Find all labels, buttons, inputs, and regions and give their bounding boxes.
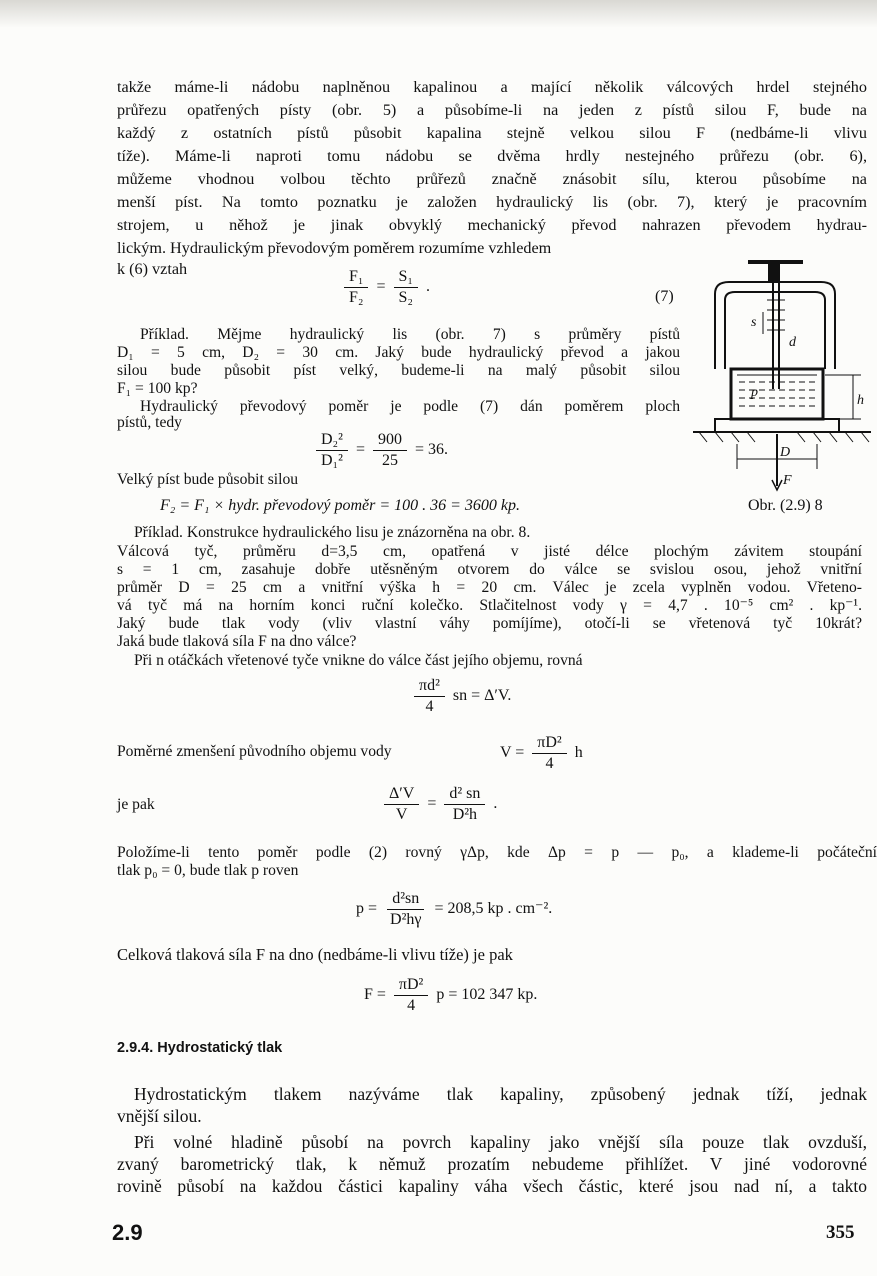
label-h: h: [857, 393, 864, 408]
text-line: Celková tlaková síla F na dno (nedbáme-li vlivu tíže) je pak: [117, 945, 513, 964]
text-line: rovině působí na každou částici kapaliny váha všech částic, které jsou nad ní, a takto: [117, 1176, 867, 1196]
text-line: Jaká bude tlaková síla F na dno válce?: [117, 633, 357, 650]
label-s: s: [751, 315, 757, 330]
section-heading: 2.9.4. Hydrostatický tlak: [117, 1040, 283, 1056]
text-line: Při n otáčkách vřetenové tyče vnikne do válce část jejího objemu, rovná: [134, 652, 583, 669]
text-line: lickým. Hydraulickým převodovým poměrem rozumíme vzhledem: [117, 239, 552, 257]
equation-a: $\frac{\text{πd²}}{4}$ sn = Δ′V.: [410, 677, 511, 716]
text-line: menší píst. Na tomto poznatku je založen hydraulický lis (obr. 7), který je pracovním: [117, 193, 867, 211]
text-line: takže máme-li nádobu naplněnou kapalinou a mající několik válcových hrdel stejného: [117, 78, 867, 96]
text-line: s = 1 cm, zasahuje dobře utěsněným otvorem do válce se svislou osou, jehož vnitřní: [117, 561, 862, 578]
equation-7: $\frac{\text{F₁}}{\text{F₂}}$ = $\frac{\text{S₁}}{\text{S₂}}$ .: [340, 268, 430, 307]
chapter-number: 2.9: [112, 1220, 143, 1245]
label-d: d: [789, 335, 796, 350]
text-line: průřezu opatřených písty (obr. 5) a působíme-li na jeden z pístů silou F, bude na: [117, 101, 867, 119]
text-line: tíže). Máme-li naproti tomu nádobu se dvěma hrdly nestejného průřezu (obr. 6),: [117, 147, 867, 165]
text-line: Jaký bude tlak vody (vliv vlastní váhy pomíjíme), otočí-li se vřetenová tyč 10krát?: [117, 615, 862, 632]
text-line: Velký píst bude působit silou: [117, 471, 299, 488]
text-line: Hydraulický převodový poměr je podle (7) dán poměrem ploch: [140, 398, 680, 415]
label-F: F: [783, 473, 792, 488]
text-line: průměr D = 25 cm a vnitřní výška h = 20 cm. Válec je zcela vyplněn vodou. Vřeteno-: [117, 579, 862, 596]
text-line: silou bude působit píst velký, budeme-li na malý působit silou: [117, 362, 680, 379]
label-D: D: [780, 445, 791, 460]
text-line: Příklad. Mějme hydraulický lis (obr. 7) s průměry pístů: [140, 326, 680, 343]
equation-d: p = $\frac{\text{d²sn}}{\text{D²hγ}}$ = 208,5 kp . cm⁻².: [356, 890, 553, 928]
text-line: zvaný barometrický tlak, k němuž prozatím nebudeme přihlížet. V jiné vodorovné: [117, 1154, 867, 1174]
text-line: D₁ = 5 cm, D₂ = 30 cm. Jaký bude hydraulický převod a jakou: [117, 344, 680, 361]
text-line: tlak p₀ = 0, bude tlak p roven: [117, 862, 299, 879]
equation-b: V = $\frac{\text{πD²}}{4}$ h: [500, 734, 583, 772]
equation-c: $\frac{\Delta'V}{V}$ = $\frac{\text{d² sn}}{\text{D²h}}$ .: [380, 785, 497, 824]
label-p: p: [751, 385, 758, 400]
hydraulic-press-figure: [693, 254, 871, 494]
text-line: Hydrostatickým tlakem nazýváme tlak kapaliny, způsobený jednak tíží, jednak: [134, 1084, 867, 1104]
text-line: každý z ostatních pístů působit kapalina stejně velkou silou F (nedbáme-li vlivu: [117, 124, 867, 142]
text-line: pístů, tedy: [117, 414, 182, 431]
text-line: Při volné hladině působí na povrch kapaliny jako vnější síla pouze tlak ovzduší,: [134, 1132, 867, 1152]
ratio-equation: $\frac{\text{D₂²}}{\text{D₁²}}$ = $\frac{900}{25}$ = 36.: [312, 431, 448, 470]
text-line: vnější silou.: [117, 1106, 202, 1126]
figure-caption: Obr. (2.9) 8: [748, 497, 823, 514]
text-line: Poměrné zmenšení původního objemu vody: [117, 743, 392, 760]
text-line: strojem, u něhož je jinak obvyklý mechanický převod nahrazen převodem hydrau-: [117, 216, 867, 234]
text-line: F₁ = 100 kp?: [117, 380, 198, 397]
equation-e: F = $\frac{\text{πD²}}{4}$ p = 102 347 kp.: [364, 976, 538, 1014]
equation-number: (7): [655, 288, 674, 305]
text-line: můžeme vhodnou volbou těchto průřezů značně znásobit sílu, kterou působíme na: [117, 170, 867, 188]
force-equation: F₂ = F₁ × hydr. převodový poměr = 100 . 36 = 3600 kp.: [160, 497, 521, 514]
text-line: Položíme-li tento poměr podle (2) rovný γΔp, kde Δp = p — p₀, a klademe-li počáteční: [117, 844, 877, 861]
text-line: k (6) vztah: [117, 260, 188, 278]
text-line: je pak: [117, 796, 155, 813]
page-number: 355: [826, 1222, 855, 1243]
text-line: vá tyč má na horním konci ruční kolečko. Stlačitelnost vody γ = 4,7 . 10⁻⁵ cm² . kp⁻¹.: [117, 597, 862, 614]
text-line: Příklad. Konstrukce hydraulického lisu je znázorněna na obr. 8.: [134, 524, 531, 541]
scan-edge: [0, 0, 877, 28]
text-line: Válcová tyč, průměru d=3,5 cm, opatřená v jisté délce plochým závitem stoupání: [117, 543, 862, 560]
